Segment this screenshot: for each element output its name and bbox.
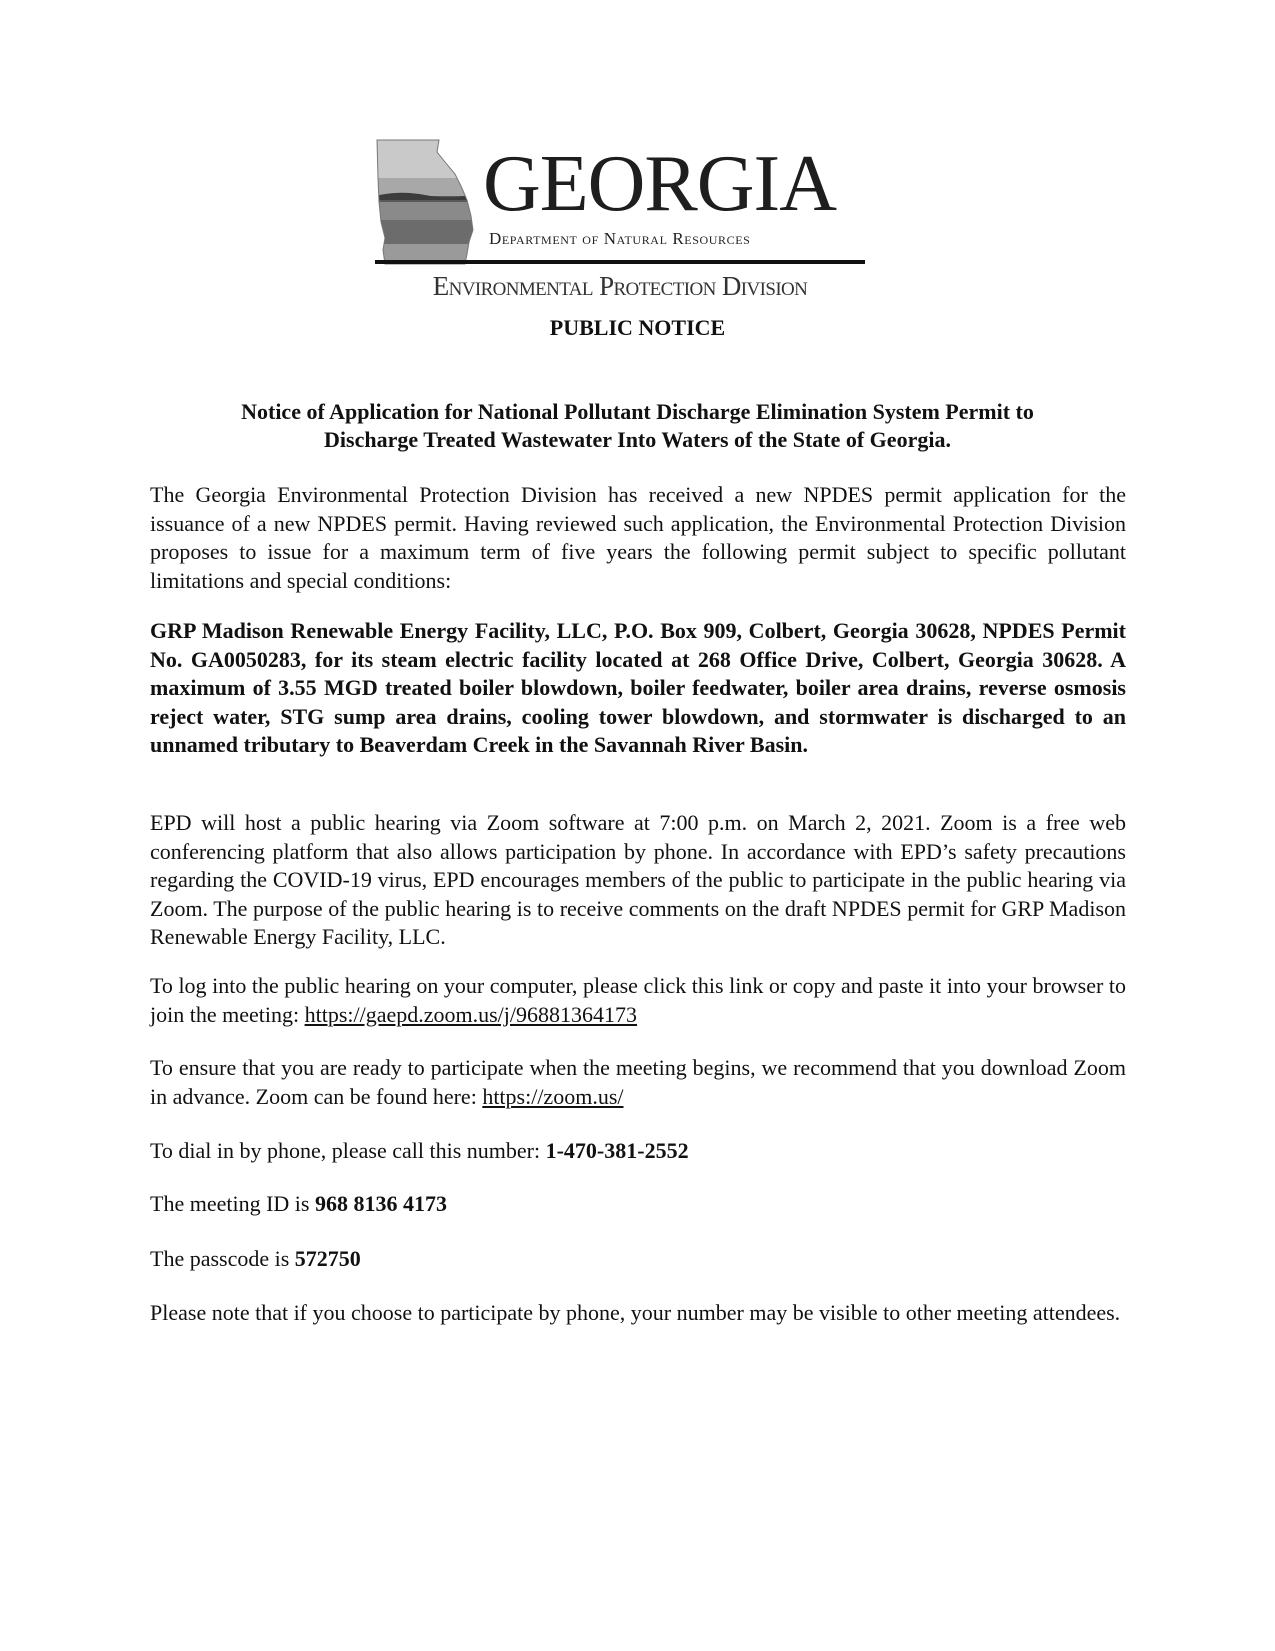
logo-department: Department of Natural Resources xyxy=(489,229,751,248)
dial-in-label: To dial in by phone, please call this number: xyxy=(150,1138,546,1163)
hearing-paragraph: EPD will host a public hearing via Zoom software at 7:00 p.m. on March 2, 2021. Zoom is a free web conferencing platform that also allows participation by phone. In accordance with EPD’s safety precautions regarding the COVID-19 virus, EPD encourages members of the public to participate in the public hearing via Zoom. The purpose of the public hearing is to receive comments on the draft NPDES permit for GRP Madison Renewable Energy Facility, LLC. xyxy=(150,810,1126,949)
notice-subtitle-line2: Discharge Treated Wastewater Into Waters of the State of Georgia. xyxy=(324,427,951,452)
download-paragraph xyxy=(150,1054,1126,1111)
passcode-line xyxy=(150,1245,1126,1273)
passcode-value: 572750 xyxy=(294,1246,361,1271)
logo-division: Environmental Protection Division xyxy=(432,271,808,301)
meeting-id-value: 968 8136 4173 xyxy=(314,1191,447,1216)
intro-paragraph: The Georgia Environmental Protection Division has received a new NPDES permit application for the issuance of a new NPDES permit. Having reviewed such application, the Environmental Protection Division proposes to issue for a maximum term of five years the following permit subject to specific pollutant limitations and special conditions: xyxy=(150,482,1126,593)
login-text: To log into the public hearing on your computer, please click this link or copy and paste it into your browser to join the meeting: xyxy=(150,973,1126,1027)
download-text: To ensure that you are ready to participate when the meeting begins, we recommend that you download Zoom in advance. Zoom can be found here: xyxy=(150,1055,1126,1109)
dial-in-number: 1-470-381-2552 xyxy=(545,1138,689,1163)
notice-subtitle-line1: Notice of Application for National Pollutant Discharge Elimination System Permit to xyxy=(241,399,1034,424)
dial-in-line xyxy=(150,1137,1126,1165)
passcode-label: The passcode is xyxy=(150,1246,295,1271)
notice-subtitle xyxy=(150,398,1125,454)
logo-wordmark: GEORGIA xyxy=(483,140,836,228)
privacy-note: Please note that if you choose to participate by phone, your number may be visible to other meeting attendees. xyxy=(150,1300,1121,1325)
meeting-id-label: The meeting ID is xyxy=(150,1191,315,1216)
login-paragraph xyxy=(150,972,1126,1029)
georgia-state-map-icon xyxy=(375,138,475,266)
logo-divider xyxy=(375,260,865,264)
zoom-download-link[interactable]: https://zoom.us/ xyxy=(482,1083,624,1109)
meeting-link[interactable]: https://gaepd.zoom.us/j/96881364173 xyxy=(304,1001,638,1027)
meeting-id-line xyxy=(150,1190,1126,1218)
page-title: PUBLIC NOTICE xyxy=(549,315,726,340)
facility-paragraph: GRP Madison Renewable Energy Facility, LLC, P.O. Box 909, Colbert, Georgia 30628, NPDES Permit No. GA0050283, for its steam electric facility located at 268 Office Drive, Colbert, Georgia 30628. A maximum of 3.55 MGD treated boiler blowdown, boiler feedwater, boiler area drains, reverse osmosis reject water, STG sump area drains, cooling tower blowdown, and stormwater is discharged to an unnamed tributary to Beaverdam Creek in the Savannah River Basin. xyxy=(150,618,1126,757)
letterhead xyxy=(375,138,865,308)
